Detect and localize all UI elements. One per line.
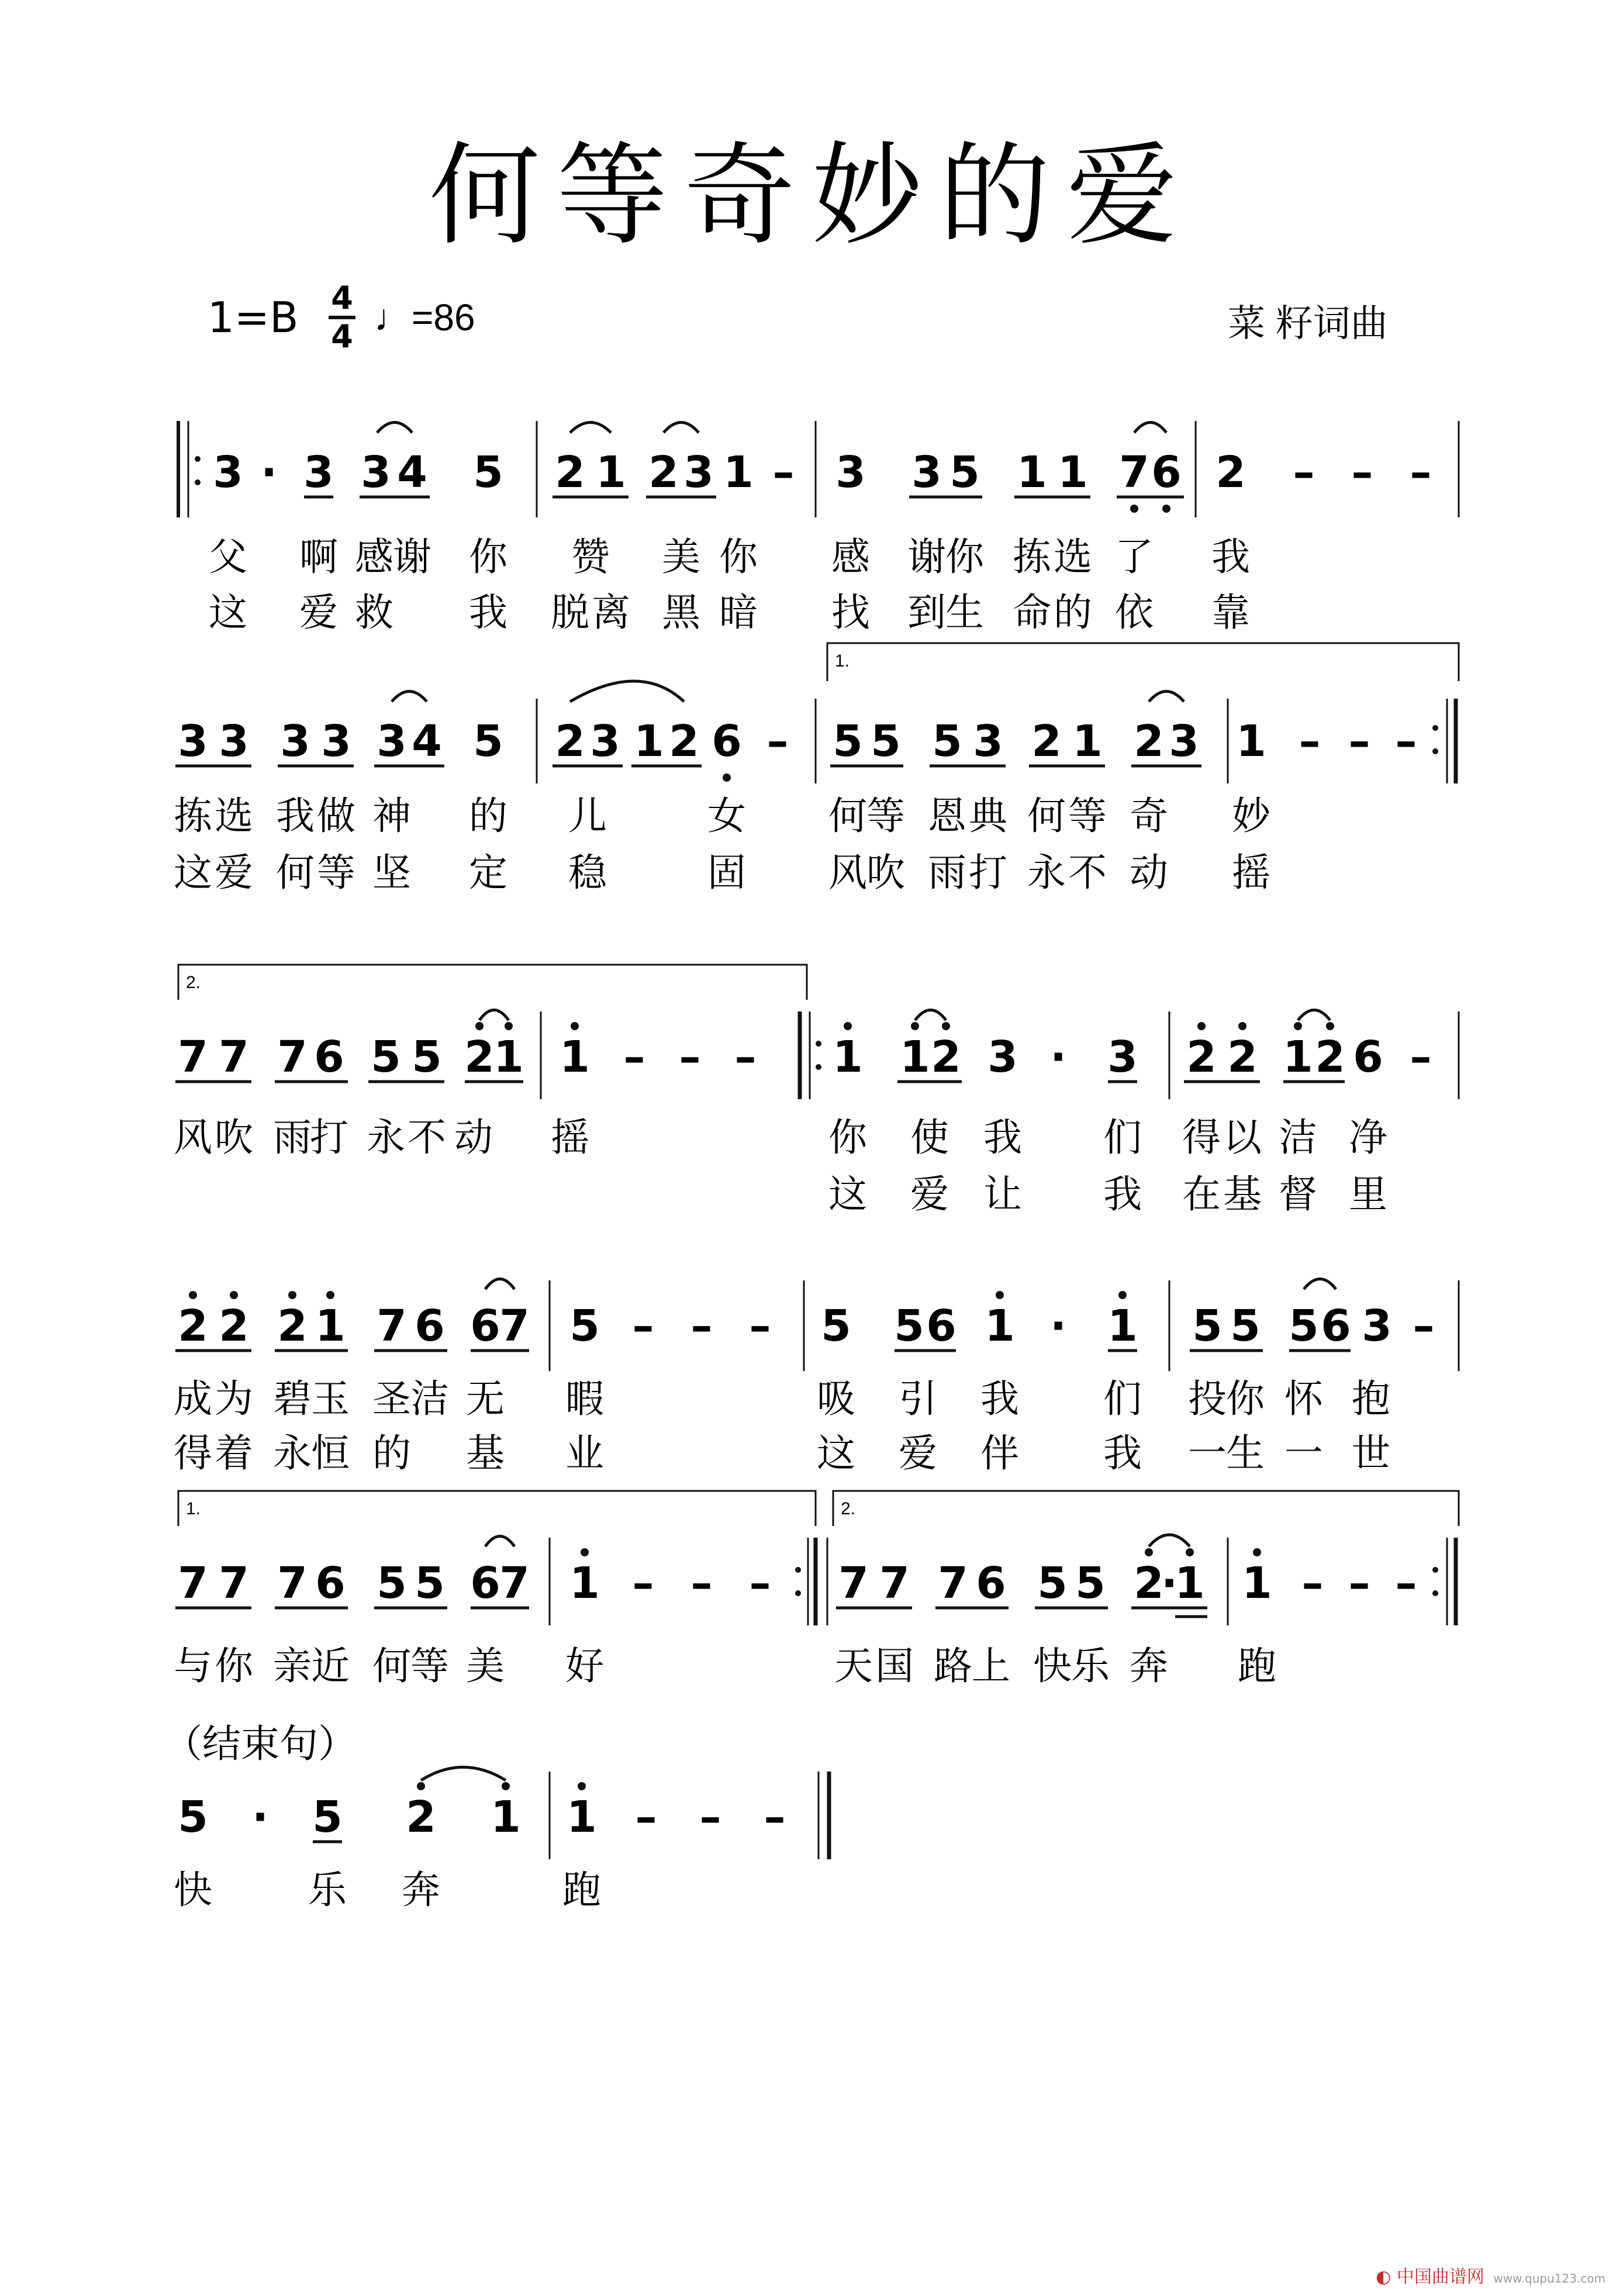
lyric: 妙 (1232, 793, 1270, 838)
lyric: 动 (454, 1115, 493, 1160)
note: 2 (1031, 716, 1062, 767)
lyric: 恩 (928, 793, 966, 838)
row-4-notes (175, 1279, 1435, 1352)
note: 2 (555, 447, 585, 498)
lyric: 打 (310, 1115, 348, 1160)
note: 3 (321, 716, 351, 767)
note: 6 (1353, 1032, 1383, 1082)
lyric: 雨 (928, 850, 966, 895)
note: 5 (178, 1792, 208, 1842)
note: 6 (470, 1558, 500, 1608)
note: 1 (1242, 1558, 1272, 1608)
lyric: 何 (372, 1644, 411, 1689)
lyric: 何 (1027, 793, 1066, 838)
note: 5 (1192, 1301, 1223, 1351)
note: 6 (314, 1032, 344, 1082)
volta-2-label: 2. (186, 973, 201, 992)
note: 5 (1037, 1558, 1068, 1608)
lyric: 圣 (372, 1376, 411, 1421)
lyric: 奇 (1130, 793, 1168, 838)
note: 5 (1230, 1301, 1261, 1351)
dash: – (690, 1558, 713, 1608)
lyric: 碧 (273, 1376, 312, 1421)
tempo-marking: ♩=86 (374, 296, 475, 339)
note: 1 (634, 716, 664, 767)
note: 1 (985, 1301, 1015, 1351)
note: 3 (683, 447, 714, 498)
lyric: 我 (469, 590, 507, 635)
row-3-notes (175, 1010, 1432, 1083)
lyric: 这 (817, 1431, 855, 1476)
note: 1 (1107, 1301, 1138, 1351)
lyric: 快 (1033, 1644, 1072, 1689)
note: 2 (1134, 716, 1164, 767)
lyric: 玉 (311, 1376, 350, 1421)
dash: – (632, 1301, 654, 1351)
lyric: 的 (469, 793, 507, 838)
note: 7 (277, 1558, 308, 1608)
note: 1 (1283, 1032, 1313, 1082)
note: 3 (178, 716, 208, 767)
row-2-lyrics-verse-2 (174, 850, 1270, 895)
note: 4 (412, 716, 442, 767)
lyric: 你 (1226, 1376, 1265, 1421)
note: 2 (464, 1032, 495, 1082)
lyric: 上 (972, 1644, 1010, 1689)
note: 2 (406, 1792, 436, 1842)
note: 2 (1227, 1032, 1258, 1082)
note: 2 (219, 1301, 249, 1351)
lyric: 让 (983, 1172, 1022, 1217)
note: 3 (361, 447, 391, 498)
lyric: 世 (1352, 1431, 1390, 1476)
lyric: 拣 (174, 793, 212, 838)
note: 4 (397, 447, 427, 498)
note: 1 (723, 447, 754, 498)
lyric: 快 (174, 1867, 212, 1912)
note: 2 (277, 1301, 308, 1351)
lyric: 奔 (402, 1867, 440, 1912)
row-5-notes (175, 1535, 1417, 1617)
dash: – (1293, 447, 1315, 498)
lyric: 伴 (980, 1431, 1019, 1476)
row-1-notes (213, 423, 1431, 513)
note: 5 (377, 1558, 407, 1608)
note: 1 (1017, 447, 1047, 498)
lyric: 啊 (299, 534, 338, 579)
note: 3 (835, 447, 866, 498)
time-signature-top: 4 (331, 279, 353, 316)
lyric: 何 (828, 793, 867, 838)
note: 2 (1134, 1558, 1164, 1608)
lyric: 等 (1068, 793, 1107, 838)
note: 3 (303, 447, 334, 498)
dash: – (734, 1032, 757, 1082)
lyric: 动 (1130, 850, 1168, 895)
lyric: 这 (209, 590, 247, 635)
lyric: 感 (831, 534, 870, 579)
note: 6 (415, 1301, 445, 1351)
note: 6 (1321, 1301, 1351, 1351)
lyric: 等 (317, 850, 355, 895)
lyric: 得 (174, 1431, 212, 1476)
note: 1 (900, 1032, 930, 1082)
note: 7 (499, 1558, 530, 1608)
volta-1-label: 1. (835, 651, 850, 671)
note: 6 (470, 1301, 500, 1351)
note: 2 (931, 1032, 961, 1082)
note: 3 (590, 716, 620, 767)
lyric: 生 (945, 590, 984, 635)
lyric: 的 (372, 1431, 411, 1476)
row-4-lyrics-verse-1 (174, 1376, 1390, 1421)
note: 7 (178, 1032, 208, 1082)
lyric: 业 (565, 1431, 604, 1476)
row-6-lyrics (174, 1867, 601, 1912)
note: 7 (1119, 447, 1149, 498)
note: 3 (377, 716, 407, 767)
lyric: 一 (1284, 1431, 1323, 1476)
dash: – (749, 1301, 771, 1351)
lyric: 拣 (1013, 534, 1051, 579)
lyric: 以 (1223, 1115, 1262, 1160)
lyric: 永 (273, 1431, 312, 1476)
dash: – (1348, 1558, 1370, 1608)
lyric: 亲 (273, 1644, 312, 1689)
lyric: 引 (899, 1376, 937, 1421)
lyric: 何 (276, 850, 315, 895)
lyric: 里 (1349, 1172, 1387, 1217)
note: 3 (987, 1032, 1018, 1082)
dot: · (1161, 1558, 1178, 1608)
lyric: 爱 (910, 1172, 949, 1217)
lyric: 暇 (565, 1376, 604, 1421)
watermark-logo-icon: ◐ (1376, 2267, 1391, 2287)
lyric: 赞 (571, 534, 610, 579)
lyric: 做 (317, 793, 355, 838)
lyric: 恒 (311, 1431, 350, 1476)
lyric: 爱 (215, 850, 253, 895)
lyric: 这 (828, 1172, 867, 1217)
dash: – (1410, 1032, 1432, 1082)
lyric: 依 (1115, 590, 1154, 635)
lyric: 们 (1103, 1115, 1142, 1160)
lyric: 了 (1115, 534, 1154, 579)
lyric: 无 (466, 1376, 505, 1421)
ending-section-label: （结束句） (164, 1721, 357, 1766)
dot: · (1049, 1301, 1067, 1351)
dash: – (1410, 447, 1432, 498)
dot: · (251, 1792, 269, 1842)
key-signature: 1=B (208, 293, 299, 342)
lyric: 谢 (907, 534, 946, 579)
lyric: 为 (215, 1376, 253, 1421)
lyric: 你 (215, 1644, 253, 1689)
lyric: 黑 (662, 590, 700, 635)
note: 5 (473, 716, 503, 767)
lyric: 你 (945, 534, 984, 579)
lyric: 到 (907, 590, 946, 635)
lyric: 跑 (1238, 1644, 1276, 1689)
note: 5 (473, 447, 503, 498)
lyric: 成 (174, 1376, 212, 1421)
note: 2 (648, 447, 679, 498)
note: 6 (315, 1558, 346, 1608)
song-title: 何等奇妙的爱 (429, 131, 1194, 260)
lyric: 生 (1226, 1431, 1265, 1476)
lyric: 洁 (410, 1376, 449, 1421)
dash: – (679, 1032, 701, 1082)
time-signature-bottom: 4 (331, 318, 353, 355)
lyric: 投 (1188, 1376, 1227, 1421)
lyric: 的 (1054, 590, 1092, 635)
lyric: 在 (1182, 1172, 1221, 1217)
lyric: 们 (1103, 1376, 1142, 1421)
lyric: 脱 (551, 590, 589, 635)
lyric: 爱 (299, 590, 338, 635)
row-4-lyrics-verse-2 (174, 1431, 1390, 1476)
note: 5 (1075, 1558, 1106, 1608)
note: 5 (371, 1032, 401, 1082)
lyric: 洁 (1279, 1115, 1317, 1160)
note: 1 (567, 1792, 597, 1842)
note: 1 (493, 1032, 524, 1082)
dash: – (1348, 716, 1370, 767)
lyric: 你 (469, 534, 507, 579)
lyric: 与 (174, 1644, 212, 1689)
lyric: 美 (662, 534, 700, 579)
note: 3 (1107, 1032, 1138, 1082)
lyric: 选 (215, 793, 253, 838)
credit: 菜 籽词曲 (1228, 302, 1388, 344)
note: 3 (973, 716, 1003, 767)
dash: – (623, 1032, 645, 1082)
lyric: 定 (469, 850, 507, 895)
lyric: 一 (1188, 1431, 1227, 1476)
lyric: 我 (1103, 1172, 1142, 1217)
volta-2-label: 2. (841, 1499, 856, 1518)
lyric: 风 (828, 850, 867, 895)
lyric: 摇 (1232, 850, 1270, 895)
lyric: 我 (1103, 1431, 1142, 1476)
note: 5 (569, 1301, 600, 1351)
lyric: 乐 (308, 1867, 347, 1912)
dash: – (749, 1558, 771, 1608)
note: 2 (1186, 1032, 1217, 1082)
row-1-lyrics-verse-1 (209, 534, 1250, 579)
lyric: 永 (367, 1115, 405, 1160)
lyric: 找 (831, 590, 870, 635)
note: 1 (596, 447, 626, 498)
note: 5 (412, 1032, 442, 1082)
lyric: 暗 (719, 590, 758, 635)
note: 2 (555, 716, 585, 767)
lyric: 美 (466, 1644, 505, 1689)
dash: – (1299, 716, 1321, 767)
note: 1 (560, 1032, 590, 1082)
lyric: 国 (875, 1644, 914, 1689)
row-3-lyrics-verse-1 (174, 1115, 1387, 1160)
note: 7 (879, 1558, 910, 1608)
lyric: 你 (828, 1115, 867, 1160)
lyric: 父 (209, 534, 247, 579)
note: 2 (178, 1301, 208, 1351)
note: 5 (415, 1558, 445, 1608)
note: 6 (712, 716, 742, 767)
lyric: 得 (1182, 1115, 1221, 1160)
lyric: 女 (707, 793, 746, 838)
lyric: 抱 (1352, 1376, 1390, 1421)
note: 7 (499, 1301, 530, 1351)
lyric: 雨 (273, 1115, 312, 1160)
lyric: 吹 (866, 850, 905, 895)
lyric: 吸 (817, 1376, 855, 1421)
lyric: 不 (1068, 850, 1107, 895)
dash: – (690, 1301, 713, 1351)
lyric: 跑 (562, 1867, 601, 1912)
watermark (1376, 2262, 1605, 2288)
dash: – (632, 1558, 654, 1608)
watermark-sub: www.qupu123.com (1493, 2271, 1605, 2285)
dot: · (260, 447, 278, 498)
lyric: 怀 (1284, 1376, 1323, 1421)
dash: – (1395, 716, 1417, 767)
lyric: 天 (834, 1644, 873, 1689)
note: 1 (491, 1792, 521, 1842)
lyric: 近 (311, 1644, 350, 1689)
note: 7 (219, 1558, 249, 1608)
lyric: 摇 (551, 1115, 589, 1160)
note: 5 (894, 1301, 924, 1351)
lyric: 爱 (899, 1431, 937, 1476)
note: 5 (932, 716, 962, 767)
lyric: 路 (934, 1644, 972, 1689)
note: 5 (821, 1301, 851, 1351)
lyric: 靠 (1211, 590, 1250, 635)
lyric: 着 (215, 1431, 253, 1476)
note: 5 (312, 1792, 343, 1842)
lyric: 等 (866, 793, 905, 838)
note: 5 (1289, 1301, 1319, 1351)
row-2-notes (175, 681, 1417, 782)
volta-1-label: 1. (186, 1499, 201, 1518)
lyric: 吹 (215, 1115, 253, 1160)
note: 6 (926, 1301, 956, 1351)
lyric: 这 (174, 850, 212, 895)
lyric: 打 (969, 850, 1007, 895)
note: 2 (669, 716, 699, 767)
lyric: 乐 (1071, 1644, 1110, 1689)
note: 7 (938, 1558, 968, 1608)
lyric: 督 (1279, 1172, 1317, 1217)
note: 3 (219, 716, 249, 767)
lyric: 救 (355, 590, 393, 635)
note: 1 (1175, 1558, 1205, 1608)
lyric: 感 (355, 534, 393, 579)
lyric: 你 (719, 534, 758, 579)
lyric: 我 (1211, 534, 1250, 579)
note: 2 (1215, 447, 1246, 498)
lyric: 稳 (568, 850, 607, 895)
dash: – (764, 1792, 786, 1842)
row-6-notes (178, 1767, 785, 1843)
lyric: 基 (1223, 1172, 1262, 1217)
note: 6 (1151, 447, 1182, 498)
lyric: 奔 (1130, 1644, 1168, 1689)
note: 5 (949, 447, 980, 498)
lyric: 固 (707, 850, 746, 895)
note: 3 (213, 447, 243, 498)
note: 3 (1169, 716, 1199, 767)
lyric: 好 (565, 1644, 604, 1689)
lyric: 等 (410, 1644, 449, 1689)
note: 3 (1362, 1301, 1392, 1351)
note: 2 (1315, 1032, 1345, 1082)
note: 1 (1236, 716, 1266, 767)
lyric: 不 (408, 1115, 446, 1160)
watermark-main: 中国曲谱网 (1396, 2267, 1484, 2287)
lyric: 我 (983, 1115, 1022, 1160)
lyric: 命 (1013, 590, 1051, 635)
row-3-lyrics-verse-2 (828, 1172, 1387, 1217)
lyric: 基 (466, 1431, 505, 1476)
dash: – (635, 1792, 657, 1842)
lyric: 我 (276, 793, 315, 838)
note: 7 (219, 1032, 249, 1082)
lyric: 永 (1027, 850, 1066, 895)
note: 1 (1072, 716, 1103, 767)
note: 5 (871, 716, 901, 767)
note: 1 (833, 1032, 863, 1082)
dash: – (1301, 1558, 1324, 1608)
dash: – (699, 1792, 721, 1842)
lyric: 典 (969, 793, 1007, 838)
note: 1 (569, 1558, 600, 1608)
dash: – (1395, 1558, 1417, 1608)
lyric: 离 (592, 590, 630, 635)
note: 1 (315, 1301, 346, 1351)
note: 3 (911, 447, 942, 498)
dash: – (1351, 447, 1373, 498)
lyric: 净 (1349, 1115, 1387, 1160)
lyric: 儿 (568, 793, 607, 838)
note: 3 (280, 716, 310, 767)
lyric: 谢 (393, 534, 431, 579)
note: 7 (277, 1032, 308, 1082)
note: 1 (1058, 447, 1088, 498)
lyric: 坚 (372, 850, 411, 895)
lyric: 选 (1054, 534, 1092, 579)
dash: – (1413, 1301, 1435, 1351)
lyric: 神 (372, 793, 411, 838)
row-1-lyrics-verse-2 (209, 590, 1250, 635)
note: 6 (976, 1558, 1006, 1608)
dash: – (766, 716, 789, 767)
dot: · (1049, 1032, 1067, 1082)
row-2-lyrics-verse-1 (174, 793, 1272, 838)
note: 7 (178, 1558, 208, 1608)
note: 5 (833, 716, 863, 767)
note: 7 (377, 1301, 407, 1351)
lyric: 风 (174, 1115, 212, 1160)
note: 7 (838, 1558, 869, 1608)
row-5-lyrics (174, 1644, 1276, 1689)
lyric: 使 (910, 1115, 949, 1160)
lyric: 我 (980, 1376, 1019, 1421)
dash: – (772, 447, 795, 498)
